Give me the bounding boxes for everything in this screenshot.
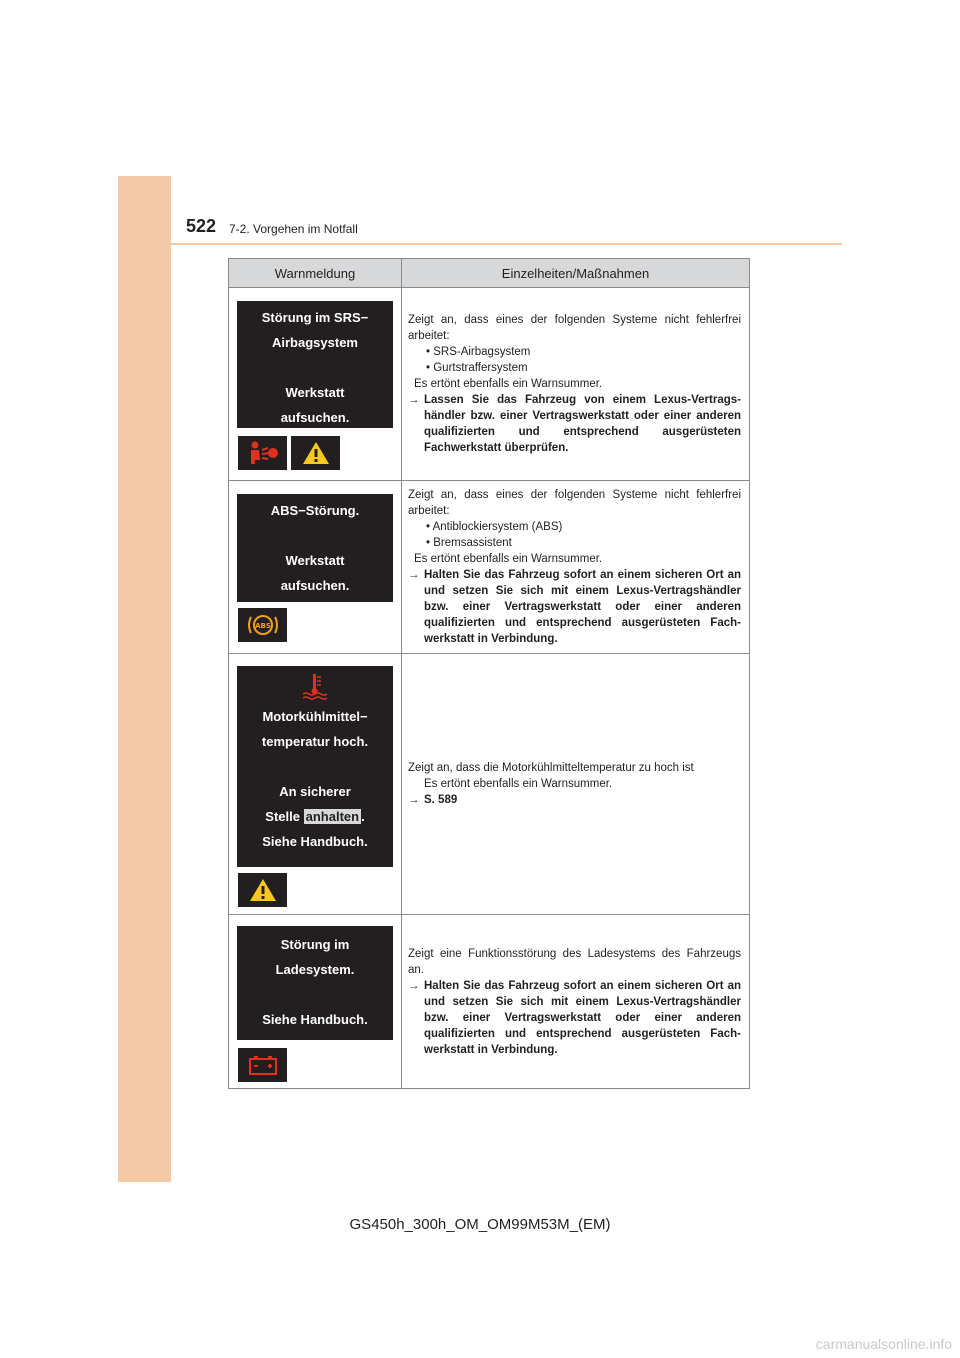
buzzer-note: Es ertönt ebenfalls ein Warnsummer. xyxy=(414,553,603,565)
abs-warning-icon xyxy=(238,608,287,642)
buzzer-note: Es ertönt ebenfalls ein Warnsummer. xyxy=(414,378,603,390)
description-text: Zeigt an, dass die Motorkühlmitteltemperatur zu hoch ist xyxy=(408,762,694,774)
display-line: aufsuchen. xyxy=(280,578,350,593)
display-line: Motorkühlmittel− xyxy=(262,709,368,724)
details-cell xyxy=(402,481,750,654)
svg-text:ABS: ABS xyxy=(254,622,271,630)
details-cell xyxy=(402,654,750,915)
table-row xyxy=(229,288,750,481)
display-line: Siehe Handbuch. xyxy=(262,1012,368,1027)
column-header-warning: Warnmeldung xyxy=(229,259,402,288)
display-line: Werkstatt xyxy=(285,553,345,568)
display-line: An sicherer xyxy=(279,784,351,799)
header-rule xyxy=(171,243,842,245)
bullet-item: • Gurtstraffersystem xyxy=(426,362,528,374)
message-display xyxy=(237,301,393,428)
section-title: 7-2. Vorgehen im Notfall xyxy=(229,222,358,236)
action-text: → Halten Sie das Fahrzeug sofort an einem sicheren Ort an und setzen Sie sich mit einem Lexus-Vertragshändler bzw. einer Vertragswerkstatt oder einer anderen qualifizierten und entsprechend ausgerüsteten Fachwerkstatt in Verbindung. xyxy=(408,979,741,1056)
display-line: ABS−Störung. xyxy=(270,503,360,518)
buzzer-note: Es ertönt ebenfalls ein Warnsummer. xyxy=(424,778,613,790)
message-display xyxy=(237,494,393,602)
display-line: Störung im xyxy=(280,937,350,952)
description-text: Zeigt eine Funktionsstörung des Ladesystems des Fahrzeugs an. xyxy=(408,947,741,976)
highlighted-word: anhalten xyxy=(305,809,360,824)
display-line: Airbagsystem xyxy=(272,335,358,350)
display-line: aufsuchen. xyxy=(280,410,350,425)
display-line: Siehe Handbuch. xyxy=(262,834,368,849)
description-text: Zeigt an, dass eines der folgenden Systeme nicht fehlerfrei arbeitet: xyxy=(408,314,741,342)
warning-cell xyxy=(229,915,402,1089)
watermark: carmanualsonline.info xyxy=(815,1336,952,1352)
message-display xyxy=(237,666,393,867)
display-line: temperatur hoch. xyxy=(261,734,369,749)
table-row xyxy=(229,654,750,915)
table-row xyxy=(229,915,750,1089)
description-text: Zeigt an, dass eines der folgenden Systeme nicht fehlerfrei arbeitet: xyxy=(408,489,741,517)
table-row xyxy=(229,481,750,654)
details-cell xyxy=(402,288,750,481)
page-reference: → S. 589 xyxy=(408,794,458,806)
document-footer: GS450h_300h_OM_OM99M53M_(EM) xyxy=(349,1216,611,1233)
action-text: → Halten Sie das Fahrzeug sofort an einem sicheren Ort an und setzen Sie sich mit einem Lexus-Vertragshändler bzw. einer Vertragswerkstatt oder einer anderen qualifizierten und entsprechend ausgerüsteten Fachwerkstatt in Verbindung. xyxy=(408,569,741,645)
warning-cell xyxy=(229,481,402,654)
display-line: Ladesystem. xyxy=(275,962,355,977)
display-line: Stelle anhalten . xyxy=(265,809,365,824)
message-display xyxy=(237,926,393,1040)
warning-cell xyxy=(229,654,402,915)
page-number: 522 xyxy=(186,216,217,236)
table-header-row xyxy=(229,259,750,288)
general-warning-icon xyxy=(291,436,340,470)
side-band xyxy=(118,176,171,1182)
action-text: → Lassen Sie das Fahrzeug von einem Lexus-Vertragshändler bzw. einer Vertragswerkstatt oder einer anderen qualifizierten und entsprechend ausgerüsteten Fachwerkstatt überprüfen. xyxy=(408,394,741,454)
coolant-temperature-icon xyxy=(237,672,393,704)
display-line: Störung im SRS− xyxy=(261,310,369,325)
details-cell xyxy=(402,915,750,1089)
warning-table xyxy=(228,258,750,1089)
bullet-item: • Antiblockiersystem (ABS) xyxy=(426,521,563,533)
airbag-warning-icon xyxy=(238,436,287,470)
battery-charge-icon xyxy=(238,1048,287,1082)
display-line: Werkstatt xyxy=(285,385,345,400)
warning-cell xyxy=(229,288,402,481)
column-header-details: Einzelheiten/Maßnahmen xyxy=(402,259,750,288)
bullet-item: • Bremsassistent xyxy=(426,537,512,549)
bullet-item: • SRS-Airbagsystem xyxy=(426,346,531,358)
general-warning-icon xyxy=(238,873,287,907)
